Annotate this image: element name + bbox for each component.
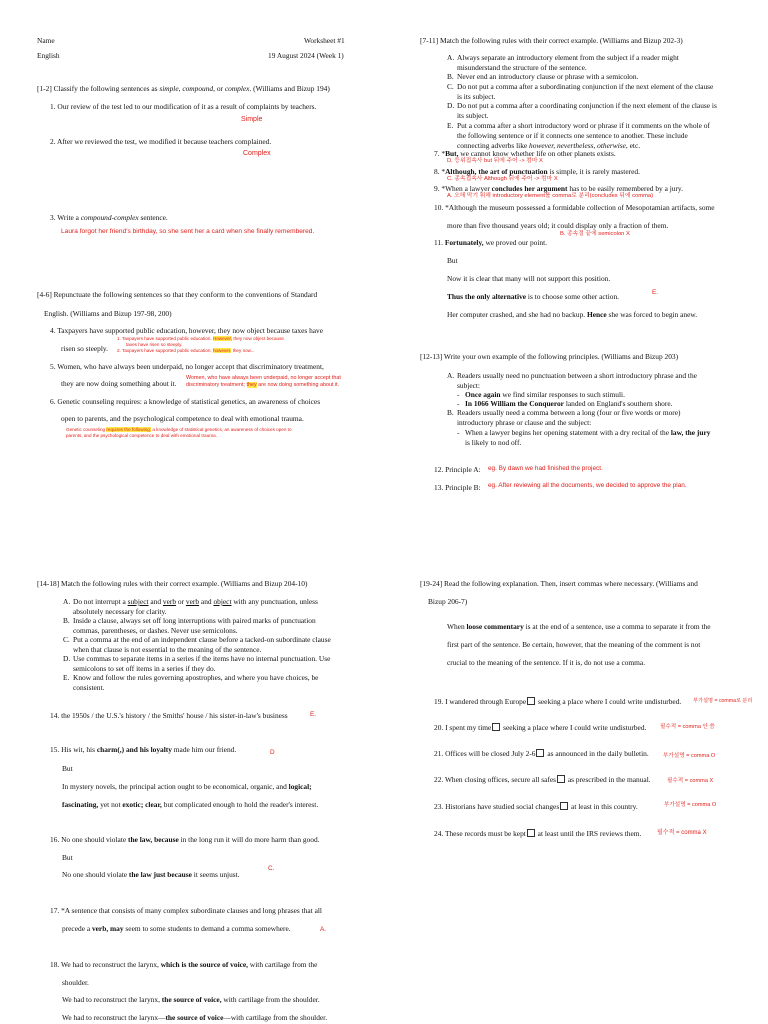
worksheet-date: 19 August 2024 (Week 1) (268, 51, 344, 60)
question-18: 18. We had to reconstruct the larynx, which is the source of voice, with cartilage from the (50, 960, 318, 969)
question-23: 23. Historians have studied social changes at least in this country. (434, 802, 638, 811)
section-title: [4-6] Repunctuate the following sentences so that they conform to the conventions of Standard (37, 290, 318, 299)
answer-3: Laura forgot her friend's birthday, so she sent her a card when she finally remembered. (61, 228, 315, 235)
question-4: 4. Taxpayers have supported public education, however, they now object because taxes have (50, 326, 324, 335)
question-18-c: We had to reconstruct the larynx—the source of voice—with cartilage from the shoulder. (62, 1013, 328, 1022)
question-19: 19. I wandered through Europe seeking a place where I could write undisturbed. (434, 697, 682, 706)
question-24: 24. These records must be kept at least until the IRS reviews them. (434, 829, 642, 838)
comma-checkbox[interactable] (492, 723, 500, 731)
question-6-cont: open to parents, and the psychological competence to deal with emotional trauma. (61, 414, 304, 423)
rule-b: B. Never end an introductory clause or phrase with a semicolon. (447, 72, 639, 81)
answer-10: B. 종속절 끝에 semicolon X (560, 231, 630, 237)
section-title-cont: Bizup 206-7) (428, 597, 468, 606)
rule-c: C. Do not put a comma after a subordinating conjunction if the next element of the clause is its subject. (447, 82, 714, 101)
rule-b: B. Inside a clause, always set off long interruptions with paired marks of punctuation commas, parentheses, or dashes. Never use semicolons. (63, 616, 316, 635)
worksheet-number: Worksheet #1 (304, 36, 345, 45)
answer-15: D (270, 749, 275, 756)
question-15: 15. His wit, his charm(,) and his loyalty made him our friend. (50, 745, 237, 754)
question-8: 8. *Although, the art of punctuation is simple, it is rarely mastered. (434, 167, 640, 176)
rule-a: A. Always separate an introductory element from the subject if a reader might misunderstand the structure of the sentence. (447, 53, 679, 72)
answer-4: 1. Taxpayers have supported public education. However, they now object because taxes have risen so steeply. 2. Taxpayers have supported public education; however, they now... (117, 336, 284, 354)
rule-d: D. Use commas to separate items in a series if the items have no internal punctuation. Use semicolons to set off items in a series if they do. (63, 654, 331, 673)
comma-checkbox[interactable] (560, 802, 568, 810)
question-12: 12. Principle A: (434, 465, 481, 474)
comma-checkbox[interactable] (557, 775, 565, 783)
answer-17: A. (320, 926, 327, 933)
question-18-b: We had to reconstruct the larynx, the source of voice, with cartilage from the shoulder. (62, 995, 320, 1004)
principle-b: B. Readers usually need a comma between a long (four or five words or more) introductory phrase or clause and the subject: (447, 408, 681, 427)
question-5-cont: they are now doing something about it. (61, 379, 177, 388)
question-9: 9. *When a lawyer concludes her argument has to be easily remembered by a jury. (434, 184, 683, 193)
principle-b-example: - When a lawyer begins her opening statement with a dry recital of the law, the jury is likely to nod off. (457, 428, 711, 447)
question-16-b: No one should violate the law just because it seems unjust. (62, 870, 240, 879)
comma-checkbox[interactable] (527, 829, 535, 837)
question-11-b: Now it is clear that many will not support this position. (447, 274, 611, 283)
question-11: 11. Fortunately, we proved our point. (434, 238, 548, 247)
section-title: [7-11] Match the following rules with their correct example. (Williams and Bizup 202-3) (420, 36, 683, 45)
question-10: 10. *Although the museum possessed a formidable collection of Mesopotamian artifacts, some (434, 203, 715, 212)
answer-14: E. (310, 711, 317, 718)
question-15-b: In mystery novels, the principal action ought to be economical, organic, and logical; (62, 782, 312, 791)
comma-checkbox[interactable] (536, 749, 544, 757)
question-20: 20. I spent my time seeking a place where I could write undisturbed. (434, 723, 647, 732)
principle-a-example-2: - In 1066 William the Conqueror landed on England's southern shore. (457, 399, 673, 408)
question-3: 3. Write a compound-complex sentence. (50, 213, 168, 222)
answer-22: 필수적 = comma X (667, 778, 714, 784)
question-14: 14. the 1950s / the U.S.'s history / the Smiths' house / his sister-in-law's business (50, 711, 288, 720)
answer-12: eg. By dawn we had finished the project. (488, 465, 603, 472)
answer-9: A. 오해 막기 위해 introductory element를 comma로 분리(concludes 뒤에 comma) (447, 193, 654, 199)
but-label: But (62, 853, 73, 862)
answer-23: 부가설명 = comma O (664, 802, 717, 808)
question-11-d: Her computer crashed, and she had no backup. Hence she was forced to begin anew. (447, 310, 698, 319)
answer-16: C. (268, 865, 275, 872)
rule-c: C. Put a comma at the end of an independent clause before a tacked-on subordinate clause when that clause is not essential to the meaning of the sentence. (63, 635, 331, 654)
question-18-cont: shoulder. (62, 978, 89, 987)
explanation-line-1: When loose commentary is at the end of a sentence, use a comma to separate it from the (447, 622, 711, 631)
question-17: 17. *A sentence that consists of many complex subordinate clauses and long phrases that all (50, 906, 322, 915)
subject-label: English (37, 51, 60, 60)
answer-21: 부가설명 = comma O (663, 753, 716, 759)
principle-a: A. Readers usually need no punctuation between a short introductory phrase and the subject: (447, 371, 697, 390)
question-16: 16. No one should violate the law, because in the long run it will do more harm than good. (50, 835, 320, 844)
answer-2: Complex (243, 150, 271, 157)
section-title: [19-24] Read the following explanation. Then, insert commas where necessary. (Williams and (420, 579, 698, 588)
answer-20: 필수적 = comma 안 씀 (660, 724, 715, 730)
answer-24: 필수적 = comma X (657, 830, 707, 836)
answer-13: eg. After reviewing all the documents, we decided to approve the plan. (488, 482, 687, 489)
question-4-cont: risen so steeply. (61, 344, 108, 353)
question-7: 7. *But, we cannot know whether life on other planets exists. (434, 149, 616, 158)
explanation-line-3: crucial to the meaning of the sentence. If it is, do not use a comma. (447, 658, 646, 667)
question-13: 13. Principle B: (434, 483, 481, 492)
question-5: 5. Women, who have always been underpaid, no longer accept that discriminatory treatment, (50, 362, 324, 371)
question-2: 2. After we reviewed the test, we modified it because teachers complained. (50, 137, 272, 146)
but-label: But (447, 256, 458, 265)
rule-e: E. Know and follow the rules governing apostrophes, and where you have choices, be consistent. (63, 673, 319, 692)
answer-5: Women, who have always been underpaid, no longer accept that discriminatory treatment; they are now doing something about it. (186, 375, 341, 389)
question-17-cont: precede a verb, may seem to some students to demand a comma somewhere. (62, 924, 291, 933)
question-15-c: fascinating, yet not exotic; clear, but complicated enough to hold the reader's interest. (62, 800, 319, 809)
question-11-c: Thus the only alternative is to choose some other action. (447, 292, 620, 301)
answer-11: E. (652, 289, 659, 296)
question-10-cont: more than five thousand years old; it could display only a fraction of them. (447, 221, 669, 230)
rule-e: E. Put a comma after a short introductory word or phrase if it comments on the whole of the following sentence or if it connects one sentence to another. These include connecting adverbs like however, nevertheless, otherwise, etc. (447, 121, 710, 150)
section-title: [1-2] Classify the following sentences as simple, compound, or complex. (Williams and Bizup 194) (37, 84, 330, 93)
answer-1: Simple (241, 116, 263, 123)
question-21: 21. Offices will be closed July 2-6 as announced in the daily bulletin. (434, 749, 649, 758)
rule-d: D. Do not put a comma after a coordinating conjunction if the next element of the clause is its subject. (447, 101, 717, 120)
rule-a: A. Do not interrupt a subject and verb or verb and object with any punctuation, unless absolutely necessary for clarity. (63, 597, 318, 616)
comma-checkbox[interactable] (527, 697, 535, 705)
question-1: 1. Our review of the test led to our modification of it as a result of complaints by teachers. (50, 102, 317, 111)
question-22: 22. When closing offices, secure all safes as prescribed in the manual. (434, 775, 651, 784)
section-title: [12-13] Write your own example of the following principles. (Williams and Bizup 203) (420, 352, 679, 361)
answer-7: D. 등위접속사 but 뒤에 주어 -> 컴마 X (447, 158, 543, 164)
section-title: [14-18] Match the following rules with their correct example. (Williams and Bizup 204-10) (37, 579, 308, 588)
but-label: But (62, 764, 73, 773)
answer-8: C. 종속접속사 Although 뒤에 주어 -> 컴마 X (447, 176, 558, 182)
principle-a-example-1: - Once again we find similar responses to such stimuli. (457, 390, 625, 399)
answer-6: Genetic counseling requires the following: a knowledge of statistical genetics, an awareness of choices open to parents, and the psychological competence to deal with emotional trauma. (66, 427, 292, 439)
question-6: 6. Genetic counseling requires: a knowledge of statistical genetics, an awareness of choices (50, 397, 321, 406)
explanation-line-2: first part of the sentence. Be certain, however, that the meaning of the comment is not (447, 640, 701, 649)
section-title-cont: English. (Williams and Bizup 197-98, 200) (44, 309, 172, 318)
answer-19: 부가설명 = comma로 분리 (693, 698, 753, 704)
name-label: Name (37, 36, 55, 45)
